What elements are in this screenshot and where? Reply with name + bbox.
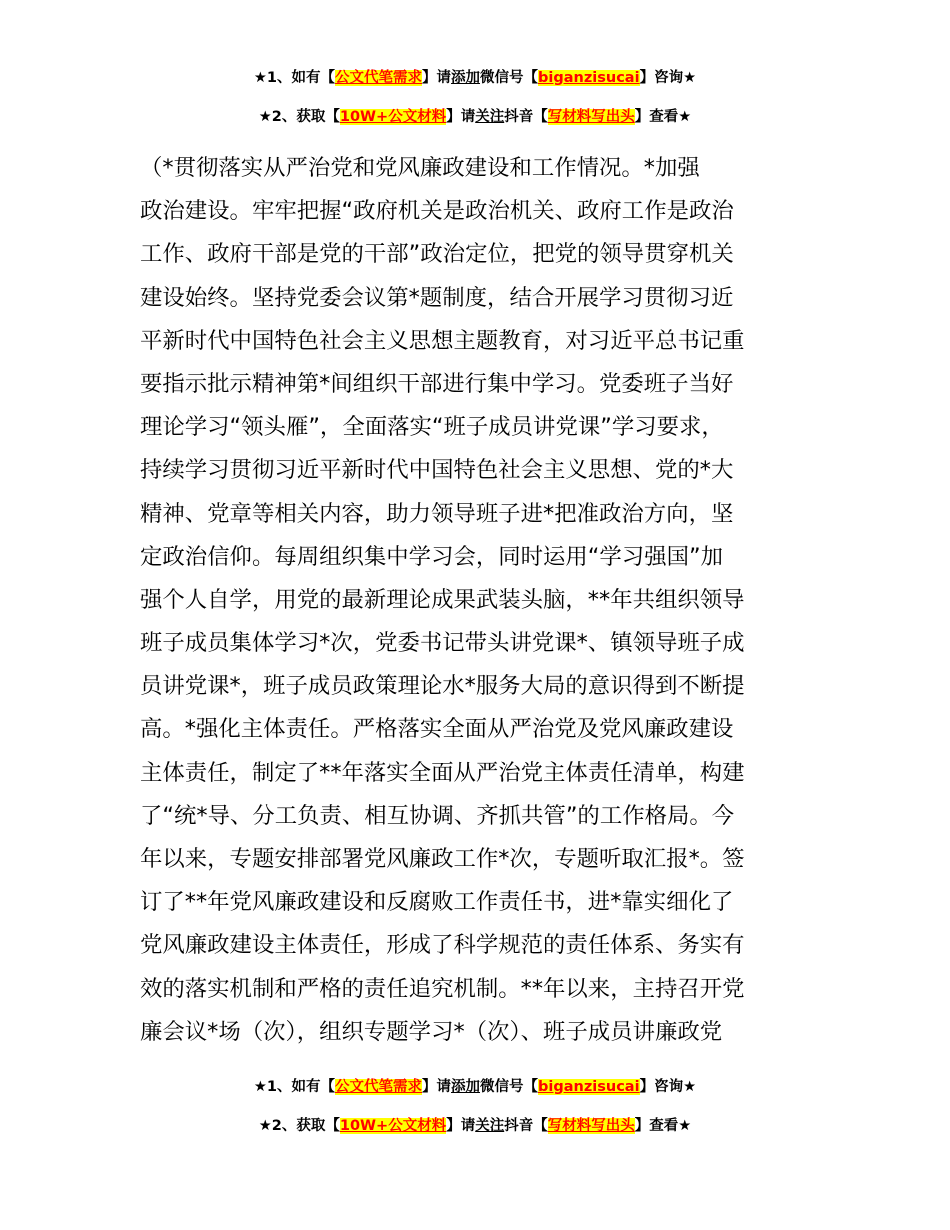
promo-text: 】请 <box>422 70 452 86</box>
body-line: 高。*强化主体责任。严格落实全面从严治党及党风廉政建设 <box>140 716 734 743</box>
promo-text: 微信号【 <box>480 70 539 86</box>
body-line: 要指示批示精神第*间组织干部进行集中学习。党委班子当好 <box>140 370 734 397</box>
body-line: 订了**年党风廉政建设和反腐败工作责任书，进*靠实细化了 <box>140 889 734 916</box>
body-line: 持续学习贯彻习近平新时代中国特色社会主义思想、党的*大 <box>140 457 734 484</box>
promo-text: 抖音【 <box>504 1118 548 1134</box>
promo-text: 】请 <box>422 1079 452 1095</box>
promo-highlight: 10W+公文材料 <box>339 1118 447 1134</box>
promo-bottom-line-2 <box>0 1116 950 1136</box>
promo-prefix: ★2、获取【 <box>258 109 340 125</box>
body-line: 员讲党课*，班子成员政策理论水*服务大局的意识得到不断提 <box>140 673 745 700</box>
body-line: 年以来，专题安排部署党风廉政工作*次，专题听取汇报*。签 <box>140 846 745 872</box>
promo-prefix: ★1、如有【 <box>253 70 336 86</box>
body-line: 政治建设。牢牢把握“政府机关是政治机关、政府工作是政治 <box>140 198 734 225</box>
promo-text: 微信号【 <box>480 1079 539 1095</box>
promo-bottom-line-1 <box>0 1077 950 1097</box>
promo-text: 】请 <box>446 1118 476 1134</box>
promo-wechat-id: biganzisucai <box>538 70 640 86</box>
promo-underlined: 添加 <box>451 70 481 86</box>
promo-top-line-1 <box>0 68 950 88</box>
body-line: 廉会议*场（次），组织专题学习*（次）、班子成员讲廉政党 <box>140 1018 723 1045</box>
promo-suffix: 】查看★ <box>634 109 692 125</box>
body-line: 建设始终。坚持党委会议第*题制度，结合开展学习贯彻习近 <box>140 284 734 311</box>
body-line: 了“统*导、分工负责、相互协调、齐抓共管”的工作格局。今 <box>140 802 735 829</box>
promo-prefix: ★2、获取【 <box>258 1118 340 1134</box>
promo-underlined: 关注 <box>475 109 505 125</box>
promo-underlined: 添加 <box>451 1079 481 1095</box>
promo-highlight: 10W+公文材料 <box>339 109 447 125</box>
body-line: 主体责任，制定了**年落实全面从严治党主体责任清单，构建 <box>140 759 745 786</box>
body-line: 定政治信仰。每周组织集中学习会，同时运用“学习强国”加 <box>140 543 723 570</box>
promo-douyin-id: 写材料写出头 <box>547 109 635 125</box>
promo-highlight: 公文代笔需求 <box>335 70 423 86</box>
body-line: 工作、政府干部是党的干部”政治定位，把党的领导贯穿机关 <box>140 241 734 268</box>
promo-underlined: 关注 <box>475 1118 505 1134</box>
body-line: （*贯彻落实从严治党和党风廉政建设和工作情况。*加强 <box>140 155 700 181</box>
promo-suffix: 】咨询★ <box>639 70 697 86</box>
promo-wechat-id: biganzisucai <box>538 1079 640 1095</box>
body-line: 平新时代中国特色社会主义思想主题教育，对习近平总书记重 <box>140 327 745 354</box>
promo-suffix: 】查看★ <box>634 1118 692 1134</box>
promo-top-line-2 <box>0 107 950 127</box>
body-line: 效的落实机制和严格的责任追究机制。**年以来，主持召开党 <box>140 975 745 1002</box>
promo-text: 抖音【 <box>504 109 548 125</box>
promo-highlight: 公文代笔需求 <box>335 1079 423 1095</box>
body-paragraph <box>140 147 812 1054</box>
promo-text: 】请 <box>446 109 476 125</box>
body-line: 党风廉政建设主体责任，形成了科学规范的责任体系、务实有 <box>140 932 745 959</box>
promo-prefix: ★1、如有【 <box>253 1079 336 1095</box>
body-line: 理论学习“领头雁”，全面落实“班子成员讲党课”学习要求， <box>140 414 724 441</box>
body-line: 精神、党章等相关内容，助力领导班子进*把准政治方向，坚 <box>140 500 734 527</box>
body-line: 班子成员集体学习*次，党委书记带头讲党课*、镇领导班子成 <box>140 630 745 657</box>
promo-suffix: 】咨询★ <box>639 1079 697 1095</box>
body-line: 强个人自学，用党的最新理论成果武装头脑，**年共组织领导 <box>140 586 745 613</box>
promo-douyin-id: 写材料写出头 <box>547 1118 635 1134</box>
